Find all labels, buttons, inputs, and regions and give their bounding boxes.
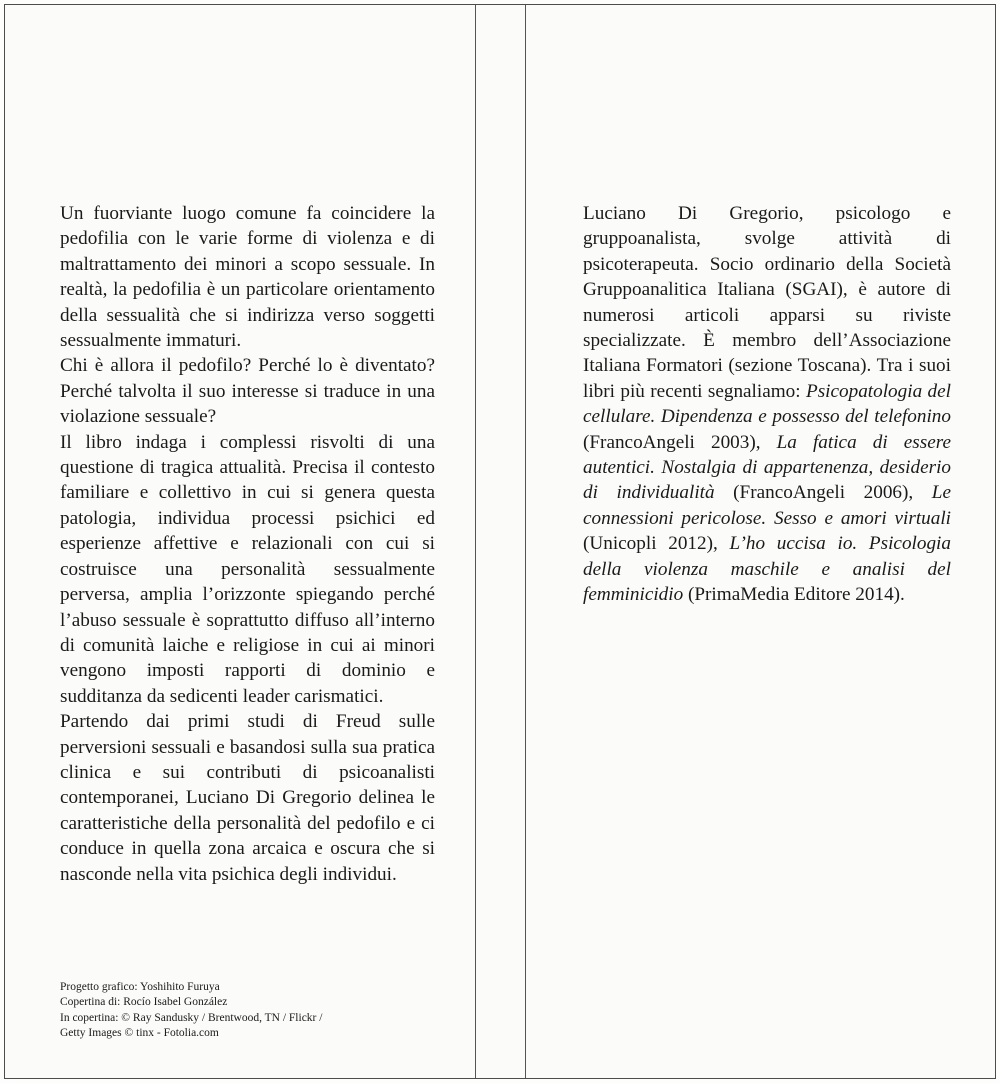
bio-segment-title: La fatica di essere autentici. Nostalgia di appartenenza, desiderio di individualità	[583, 431, 951, 504]
bio-segment-title: Le connessioni pericolose. Sesso e amori virtuali	[583, 482, 951, 529]
bio-segment-title: Psicopatologia del cellulare. Dipendenza e possesso del telefonino	[583, 380, 952, 428]
bio-segment-title: L’ho uccisa io. Psicologia della violenza maschile e analisi del femminicidio	[583, 533, 951, 606]
blurb-paragraph: Chi è allora il pedofilo? Perché lo è diventato? Perché talvolta il suo interesse si traduce in una violazione sessuale?	[60, 355, 435, 428]
bio-segment: (PrimaMedia Editore 2014).	[683, 584, 905, 606]
bio-segment: (FrancoAngeli 2003),	[583, 431, 777, 453]
blurb-paragraph: Un fuorviante luogo comune fa coincidere la pedofilia con le varie forme di violenza e di maltrattamento dei minori a scopo sessuale. In realtà, la pedofilia è un particolare orientamento della sessualità che si indirizza verso soggetti sessualmente immaturi.	[60, 203, 435, 352]
credit-line: Getty Images © tinx - Fotolia.com	[60, 1027, 219, 1040]
credit-line: Copertina di: Rocío Isabel González	[60, 996, 228, 1009]
fold-line-right	[525, 5, 526, 1078]
back-cover-blurb	[60, 201, 435, 887]
credits-block	[60, 980, 460, 1042]
fold-line-left	[475, 5, 476, 1078]
bio-segment: (Unicopli 2012),	[583, 533, 730, 555]
blurb-paragraph: Il libro indaga i complessi risvolti di una questione di tragica attualità. Precisa il contesto familiare e collettivo in cui si genera questa patologia, individua processi psichici ed esperienze affettive e relazionali con cui si costruisce una personalità sessualmente perversa, amplia l’orizzonte spiegando perché l’abuso sessuale è soprattutto diffuso all’interno di comunità laiche e religiose in cui ai minori vengono imposti rapporti di dominio e sudditanza da sedicenti leader carismatici.	[60, 431, 435, 707]
author-bio	[583, 201, 951, 608]
blurb-paragraph: Partendo dai primi studi di Freud sulle perversioni sessuali e basandosi sulla sua pratica clinica e sui contributi di psicoanalisti contemporanei, Luciano Di Gregorio delinea le caratteristiche della personalità del pedofilo e ci conduce in quella zona arcaica e oscura che si nasconde nella vita psichica degli individui.	[60, 711, 435, 885]
author-bio-text	[583, 201, 951, 608]
bio-segment: Luciano Di Gregorio, psicologo e gruppoanalista, svolge attività di psicoterapeuta. Socio ordinario della Società Gruppoanalitica Italiana (SGAI), è autore di numerosi articoli apparsi su riviste specializzate. È membro dell’Associazione Italiana Formatori (sezione Toscana). Tra i suoi libri più recenti segnaliamo:	[583, 203, 951, 402]
credit-line: In copertina: © Ray Sandusky / Brentwood, TN / Flickr /	[60, 1011, 323, 1024]
bio-segment: (FrancoAngeli 2006),	[714, 482, 932, 504]
cover-sheet	[4, 4, 996, 1079]
credit-line: Progetto grafico: Yoshihito Furuya	[60, 981, 220, 993]
